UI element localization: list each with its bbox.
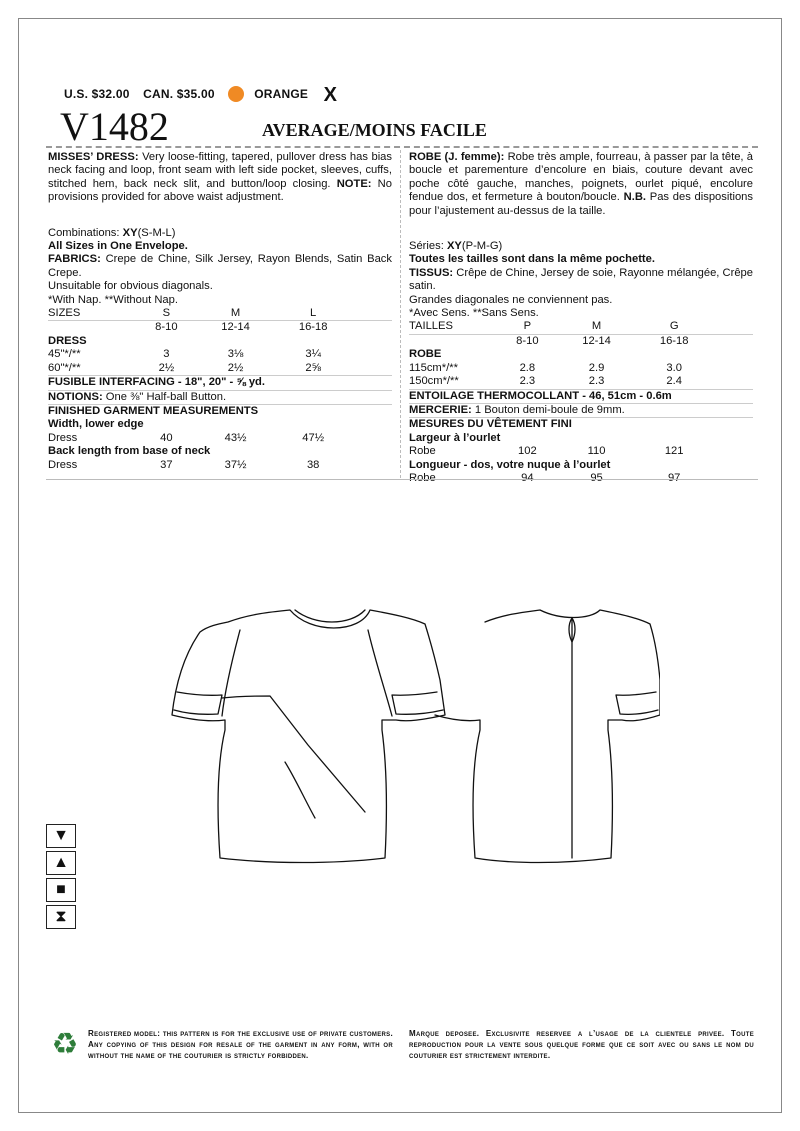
english-notions: [48, 390, 392, 404]
english-fabrics: [48, 253, 392, 280]
table-row-label: 45"*/**: [48, 348, 81, 361]
english-notions-text: One ⅜" Half-ball Button.: [102, 390, 227, 403]
table-row-label: Robe: [409, 471, 436, 484]
english-comb-sizes: (S-M-L): [137, 226, 176, 239]
english-column: [48, 151, 392, 472]
table-cell: 95: [590, 471, 603, 484]
table-cell: 3.0: [666, 361, 682, 374]
difficulty-level: AVERAGE/MOINS FACILE: [262, 120, 487, 140]
french-comb-label: Séries:: [409, 240, 447, 253]
english-width-label: Width, lower edge: [48, 418, 144, 431]
table-cell: 2½: [158, 361, 175, 374]
table-cell: 37: [160, 458, 173, 471]
english-comb-code: XY: [122, 226, 138, 239]
french-column: [409, 151, 753, 485]
table-cell: 3¼: [305, 348, 321, 361]
size-number: 8-10: [155, 321, 178, 334]
english-combinations: [48, 227, 392, 240]
french-legal: [409, 1028, 754, 1061]
english-comb-label: Combinations:: [48, 226, 123, 239]
hourglass-icon: ⧗: [46, 905, 76, 929]
english-description: [48, 151, 392, 205]
table-cell: 2.9: [588, 361, 605, 374]
english-desc-title: MISSES’ DRESS:: [48, 151, 139, 163]
size-number: 8-10: [516, 334, 539, 347]
us-price: U.S. $32.00: [64, 87, 130, 101]
size-number: 16-18: [298, 321, 328, 334]
table-cell: 2⅝: [305, 361, 321, 374]
french-back-label: Longueur - dos, votre nuque à l’ourlet: [409, 458, 611, 471]
table-cell: 2.8: [519, 361, 536, 374]
garment-illustration: [160, 600, 660, 870]
table-row-label: Robe: [409, 445, 436, 458]
color-dot: [228, 86, 244, 102]
french-legal-text: Exclusivite reservee a l’usage de la clientele privee. Toute reproduction pour la vente sous quelque forme que ce soit avec ou sans le nom du couturier est strictement interdite.: [409, 1029, 754, 1060]
english-sizes-label: SIZES: [48, 307, 81, 320]
table-cell: 40: [160, 431, 173, 444]
size-letter: G: [669, 320, 679, 333]
french-one-envelope: Toutes les tailles sont dans la même pochette.: [409, 253, 655, 266]
table-row-label: Dress: [48, 431, 78, 444]
pattern-number: V1482: [60, 104, 169, 149]
french-unsuitable: Grandes diagonales ne conviennent pas.: [409, 293, 613, 306]
english-legal: [88, 1028, 393, 1061]
table-cell: 47½: [302, 431, 325, 444]
up-triangle-icon: ▲: [46, 851, 76, 875]
table-cell: 97: [667, 471, 681, 484]
size-letter: S: [162, 307, 171, 320]
size-letter: L: [310, 307, 317, 320]
can-price: CAN. $35.00: [143, 87, 215, 101]
english-interfacing: FUSIBLE INTERFACING - 18", 20" - ⅝ yd.: [48, 376, 265, 389]
english-one-envelope: All Sizes in One Envelope.: [48, 240, 188, 253]
english-fabrics-text: Crepe de Chine, Silk Jersey, Rayon Blends, Satin Back Crepe.: [48, 253, 392, 279]
french-notions-label: MERCERIE:: [409, 403, 472, 416]
table-row-label: Dress: [48, 458, 78, 471]
english-yardage-table: [48, 307, 392, 472]
header-rule: [46, 146, 758, 148]
french-desc-title: ROBE (J. femme):: [409, 151, 505, 163]
column-separator: [400, 150, 401, 478]
french-notions: [409, 403, 753, 417]
size-number: 12-14: [221, 321, 250, 334]
color-name: ORANGE: [254, 87, 309, 101]
english-fabrics-label: FABRICS:: [48, 253, 101, 266]
french-legal-title: Marque deposee.: [409, 1029, 480, 1038]
size-number: 12-14: [582, 334, 611, 347]
table-row-label: 115cm*/**: [409, 361, 458, 374]
square-icon: ■: [46, 878, 76, 902]
table-cell: 3: [163, 348, 170, 361]
english-finished-title: FINISHED GARMENT MEASUREMENTS: [48, 404, 259, 417]
french-width-label: Largeur à l’ourlet: [409, 431, 501, 444]
table-row-label: 150cm*/**: [409, 375, 459, 388]
french-notions-text: 1 Bouton demi-boule de 9mm.: [471, 403, 625, 416]
size-letter: M: [591, 320, 602, 333]
down-triangle-icon: ▼: [46, 824, 76, 848]
english-nap: *With Nap. **Without Nap.: [48, 293, 178, 306]
french-comb-code: XY: [446, 240, 462, 253]
french-dress-label: ROBE: [409, 348, 442, 361]
english-unsuitable: Unsuitable for obvious diagonals.: [48, 280, 213, 293]
back-view-dress: [435, 610, 660, 863]
size-letter: P: [523, 320, 532, 333]
table-cell: 110: [587, 445, 606, 458]
english-desc-text: Very loose-fitting, tapered, pullover dress has bias neck facing and loop, front seam with left side pocket, sleeves, cuffs, stitched hem, back neck slit, and button/loop closing.: [48, 151, 393, 190]
table-cell: 2.4: [666, 375, 682, 388]
french-description: [409, 151, 753, 218]
english-legal-title: Registered model:: [88, 1029, 161, 1038]
english-dress-label: DRESS: [48, 334, 87, 347]
french-desc-text: Robe très ample, fourreau, à passer par la tête, à boucle et parementure d’encolure en biais, couture devant avec poche côté gauche, manches, poignets, ourlet piqué, encolure fendue dos, et fermeture à bouton/boucle.: [409, 151, 753, 204]
french-yardage-table: [409, 320, 753, 485]
recycle-icon: ♻: [51, 1028, 79, 1061]
english-notions-label: NOTIONS:: [48, 390, 103, 403]
french-sizes-label: TAILLES: [409, 320, 453, 333]
table-cell: 43½: [224, 431, 247, 444]
table-cell: 2.3: [519, 375, 536, 388]
french-fabrics-label: TISSUS:: [409, 266, 454, 279]
french-nap: *Avec Sens. **Sans Sens.: [409, 307, 539, 320]
size-letter: M: [230, 307, 241, 320]
french-finished-title: MESURES DU VÊTEMENT FINI: [409, 418, 572, 431]
table-cell: 2.3: [588, 375, 605, 388]
english-note-text: No provisions provided for above waist adjustment.: [48, 177, 392, 204]
table-row-label: 60"*/**: [48, 361, 81, 374]
size-number: 16-18: [659, 334, 689, 347]
table-cell: 38: [306, 458, 320, 471]
table-cell: 3⅛: [227, 348, 244, 361]
french-fabrics: [409, 267, 753, 294]
french-comb-sizes: (P-M-G): [461, 240, 503, 253]
french-note-text: Pas des dispositions pour l’ajustement au-dessus de la taille.: [409, 191, 753, 217]
table-cell: 94: [521, 471, 534, 484]
color-mark: X: [323, 84, 338, 106]
english-back-label: Back length from base of neck: [48, 445, 211, 458]
legend-symbols: [46, 824, 76, 932]
french-interfacing: ENTOILAGE THERMOCOLLANT - 46, 51cm - 0.6m: [409, 389, 672, 402]
french-fabrics-text: Crêpe de Chine, Jersey de soie, Rayonne mélangée, Crêpe satin.: [409, 266, 753, 293]
table-cell: 2½: [227, 361, 244, 374]
english-legal-text: this pattern is for the exclusive use of private customers. Any copying of this design for resale of the garment in any form, with or without the name of the couturier is strictly forbidden.: [88, 1029, 393, 1060]
table-cell: 121: [664, 445, 684, 458]
french-combinations: [409, 240, 753, 253]
french-note-label: N.B.: [623, 191, 646, 204]
table-cell: 37½: [224, 458, 247, 471]
front-view-dress: [172, 610, 445, 863]
english-note-label: NOTE:: [336, 177, 372, 190]
table-bottom-rule: [46, 479, 758, 480]
table-cell: 102: [518, 445, 537, 458]
